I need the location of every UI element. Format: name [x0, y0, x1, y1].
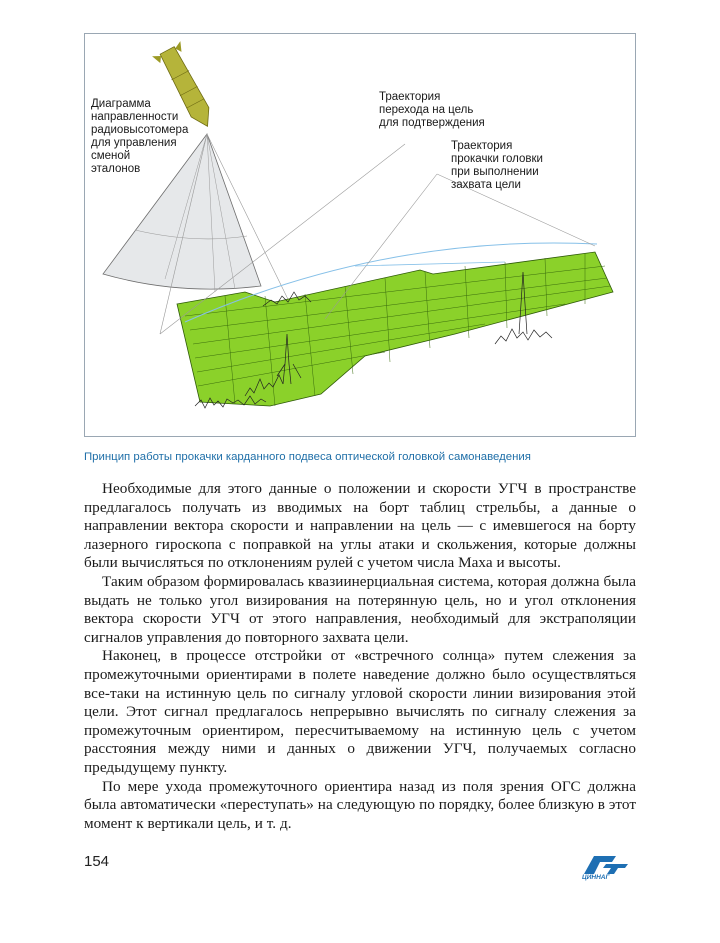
paragraph: Необходимые для этого данные о положении и скорости УГЧ в пространстве предлагалось получать из вводимых на борт таблиц стрельбы, а данные о направлении вектора скорости и направлении на цель — с имевшегося на борту лазерного гироскопа с поправкой на углы атаки и скольжения, которые должны были вычисляться по отклонениям рулей с учетом числа Маха и высоты. — [84, 480, 636, 572]
paragraph: Наконец, в процессе отстройки от «встречного солнца» путем слежения за промежуточными ориентирами в полете наведение должно было осуществляться все-таки на истинную цель по сигналу угловой скорости линии визирования этой цели. Этот сигнал предлагалось непрерывно вычислять по сигналу слежения за промежуточным ориентиром, пересчитываемому на истинную цель с учетом расстояния между ними и данных о движении УГЧ, получаемых согласно предыдущему пункту. — [84, 647, 636, 776]
paragraph: Таким образом формировалась квазиинерциальная система, которая должна была выдать не только угол визирования на потерянную цель, но и угол отклонения вектора скорости УГЧ от этого направления, необходимый для экстраполяции сигналов управления до повторного захвата цели. — [84, 572, 636, 646]
page-number: 154 — [84, 853, 110, 870]
label-radar-pattern: Диаграмма направленности радиовысотомера для управления сменой эталонов — [91, 98, 189, 175]
figure — [84, 33, 636, 437]
label-scan-trajectory: Траектория прокачки головки при выполнении захвата цели — [451, 140, 543, 191]
paragraph: По мере ухода промежуточного ориентира назад из поля зрения ОГС должна была автоматически «переступать» на следующую по порядку, более близкую в этот момент к вертикали цель, и т. д. — [84, 777, 636, 832]
figure-illustration — [85, 34, 637, 438]
body-text — [84, 480, 636, 833]
figure-caption: Принцип работы прокачки карданного подвеса оптической головкой самонаведения — [84, 451, 531, 463]
label-transition-trajectory: Траектория перехода на цель для подтверждения — [379, 91, 485, 129]
publisher-logo-text: ЦИННАГ — [582, 874, 610, 881]
